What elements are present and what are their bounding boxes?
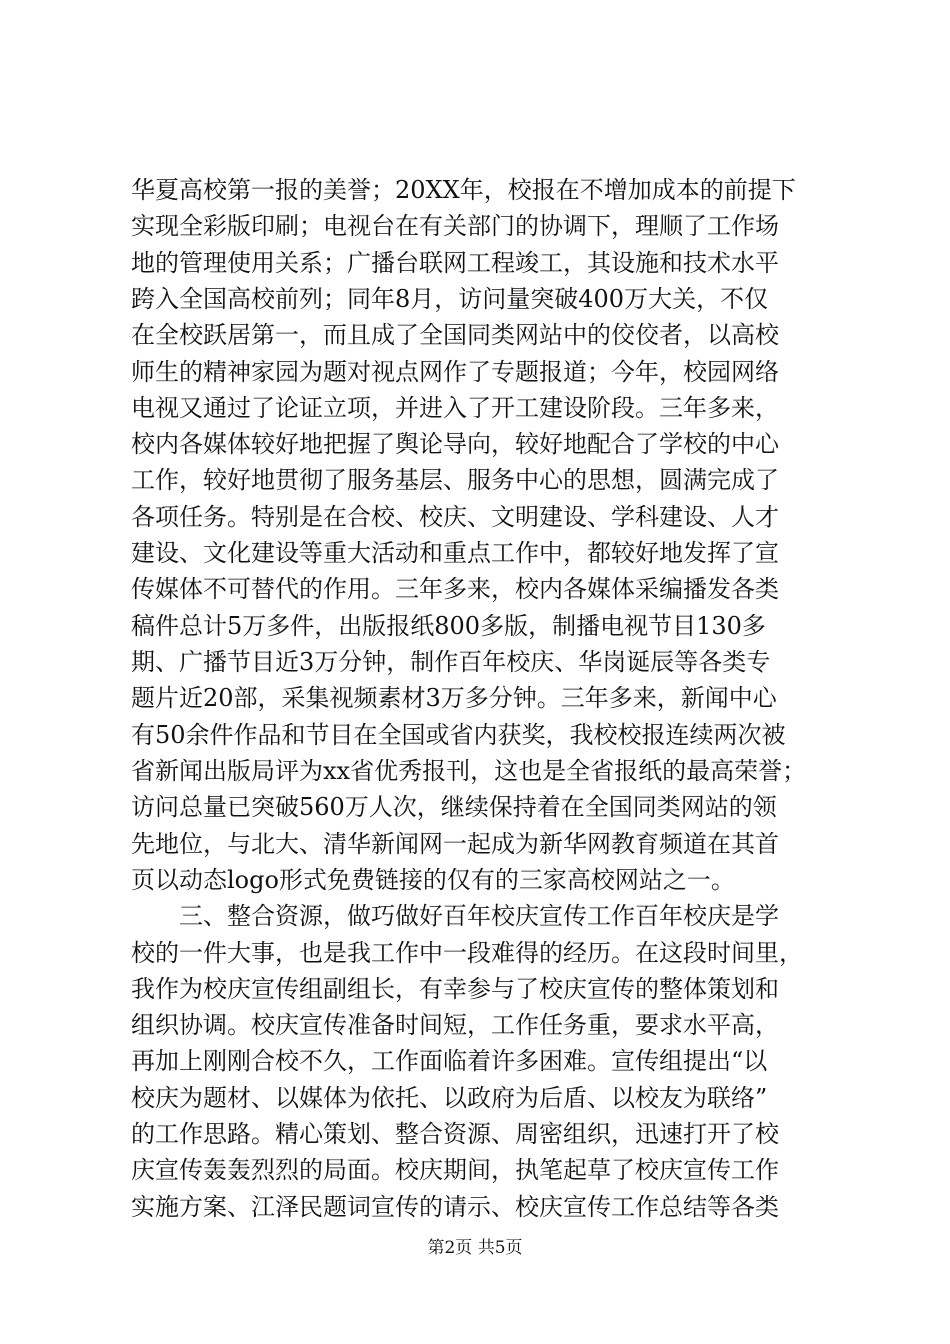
- body-text-line: 各项任务。特别是在合校、校庆、文明建设、学科建设、人才: [131, 502, 779, 531]
- body-text-line: 页以动态logo形式免费链接的仅有的三家高校网站之一。: [131, 865, 735, 894]
- page-number-footer: 第2页 共5页: [427, 1238, 523, 1258]
- body-text-line: 校的一件大事，也是我工作中一段难得的经历。在这段时间里，: [131, 938, 803, 967]
- body-text-line: 的工作思路。精心策划、整合资源、周密组织，迅速打开了校: [131, 1120, 779, 1149]
- body-text-line: 电视又通过了论证立项，并进入了开工建设阶段。三年多来，: [131, 393, 779, 422]
- body-text-line: 工作，较好地贯彻了服务基层、服务中心的思想，圆满完成了: [131, 466, 779, 495]
- body-text-line: 校庆为题材、以媒体为依托、以政府为后盾、以校友为联络”: [131, 1083, 768, 1112]
- body-text-line: 实施方案、江泽民题词宣传的请示、校庆宣传工作总结等各类: [131, 1192, 779, 1221]
- body-text-line: 组织协调。校庆宣传准备时间短，工作任务重，要求水平高，: [131, 1011, 779, 1040]
- body-text-line: 题片近20部，采集视频素材3万多分钟。三年多来，新闻中心: [131, 684, 777, 713]
- body-text-line: 校内各媒体较好地把握了舆论导向，较好地配合了学校的中心: [131, 430, 779, 459]
- body-text-line: 再加上刚刚合校不久，工作面临着许多困难。宣传组提出“以: [131, 1047, 768, 1076]
- body-text-line: 期、广播节目近3万分钟，制作百年校庆、华岗诞辰等各类专: [131, 648, 771, 677]
- section-heading-line: 三、整合资源，做巧做好百年校庆宣传工作百年校庆是学: [131, 902, 779, 931]
- body-text-line: 华夏高校第一报的美誉；20XX年，校报在不增加成本的前提下: [131, 176, 796, 204]
- body-text-line: 传媒体不可替代的作用。三年多来，校内各媒体采编播发各类: [131, 575, 779, 604]
- body-text-line: 省新闻出版局评为xx省优秀报刊，这也是全省报纸的最高荣誉；: [131, 756, 807, 785]
- body-text-line: 先地位，与北大、清华新闻网一起成为新华网教育频道在其首: [131, 829, 779, 858]
- body-text-line: 实现全彩版印刷；电视台在有关部门的协调下，理顺了工作场: [131, 212, 779, 241]
- body-text-line: 稿件总计5万多件，出版报纸800多版，制播电视节目130多: [131, 611, 766, 640]
- body-text-line: 在全校跃居第一，而且成了全国同类网站中的佼佼者，以高校: [131, 321, 779, 350]
- body-text-line: 庆宣传轰轰烈烈的局面。校庆期间，执笔起草了校庆宣传工作: [131, 1156, 779, 1185]
- body-text-line: 跨入全国高校前列；同年8月，访问量突破400万大关，不仅: [131, 284, 769, 313]
- body-text-line: 建设、文化建设等重大活动和重点工作中，都较好地发挥了宣: [131, 539, 779, 568]
- body-text-line: 地的管理使用关系；广播台联网工程竣工，其设施和技术水平: [131, 248, 779, 277]
- body-text-line: 有50余件作品和节目在全国或省内获奖，我校校报连续两次被: [131, 720, 786, 749]
- body-text-line: 师生的精神家园为题对视点网作了专题报道；今年，校园网络: [131, 357, 779, 386]
- body-text-line: 访问总量已突破560万人次，继续保持着在全国同类网站的领: [131, 793, 777, 822]
- body-text-line: 我作为校庆宣传组副组长，有幸参与了校庆宣传的整体策划和: [131, 974, 779, 1003]
